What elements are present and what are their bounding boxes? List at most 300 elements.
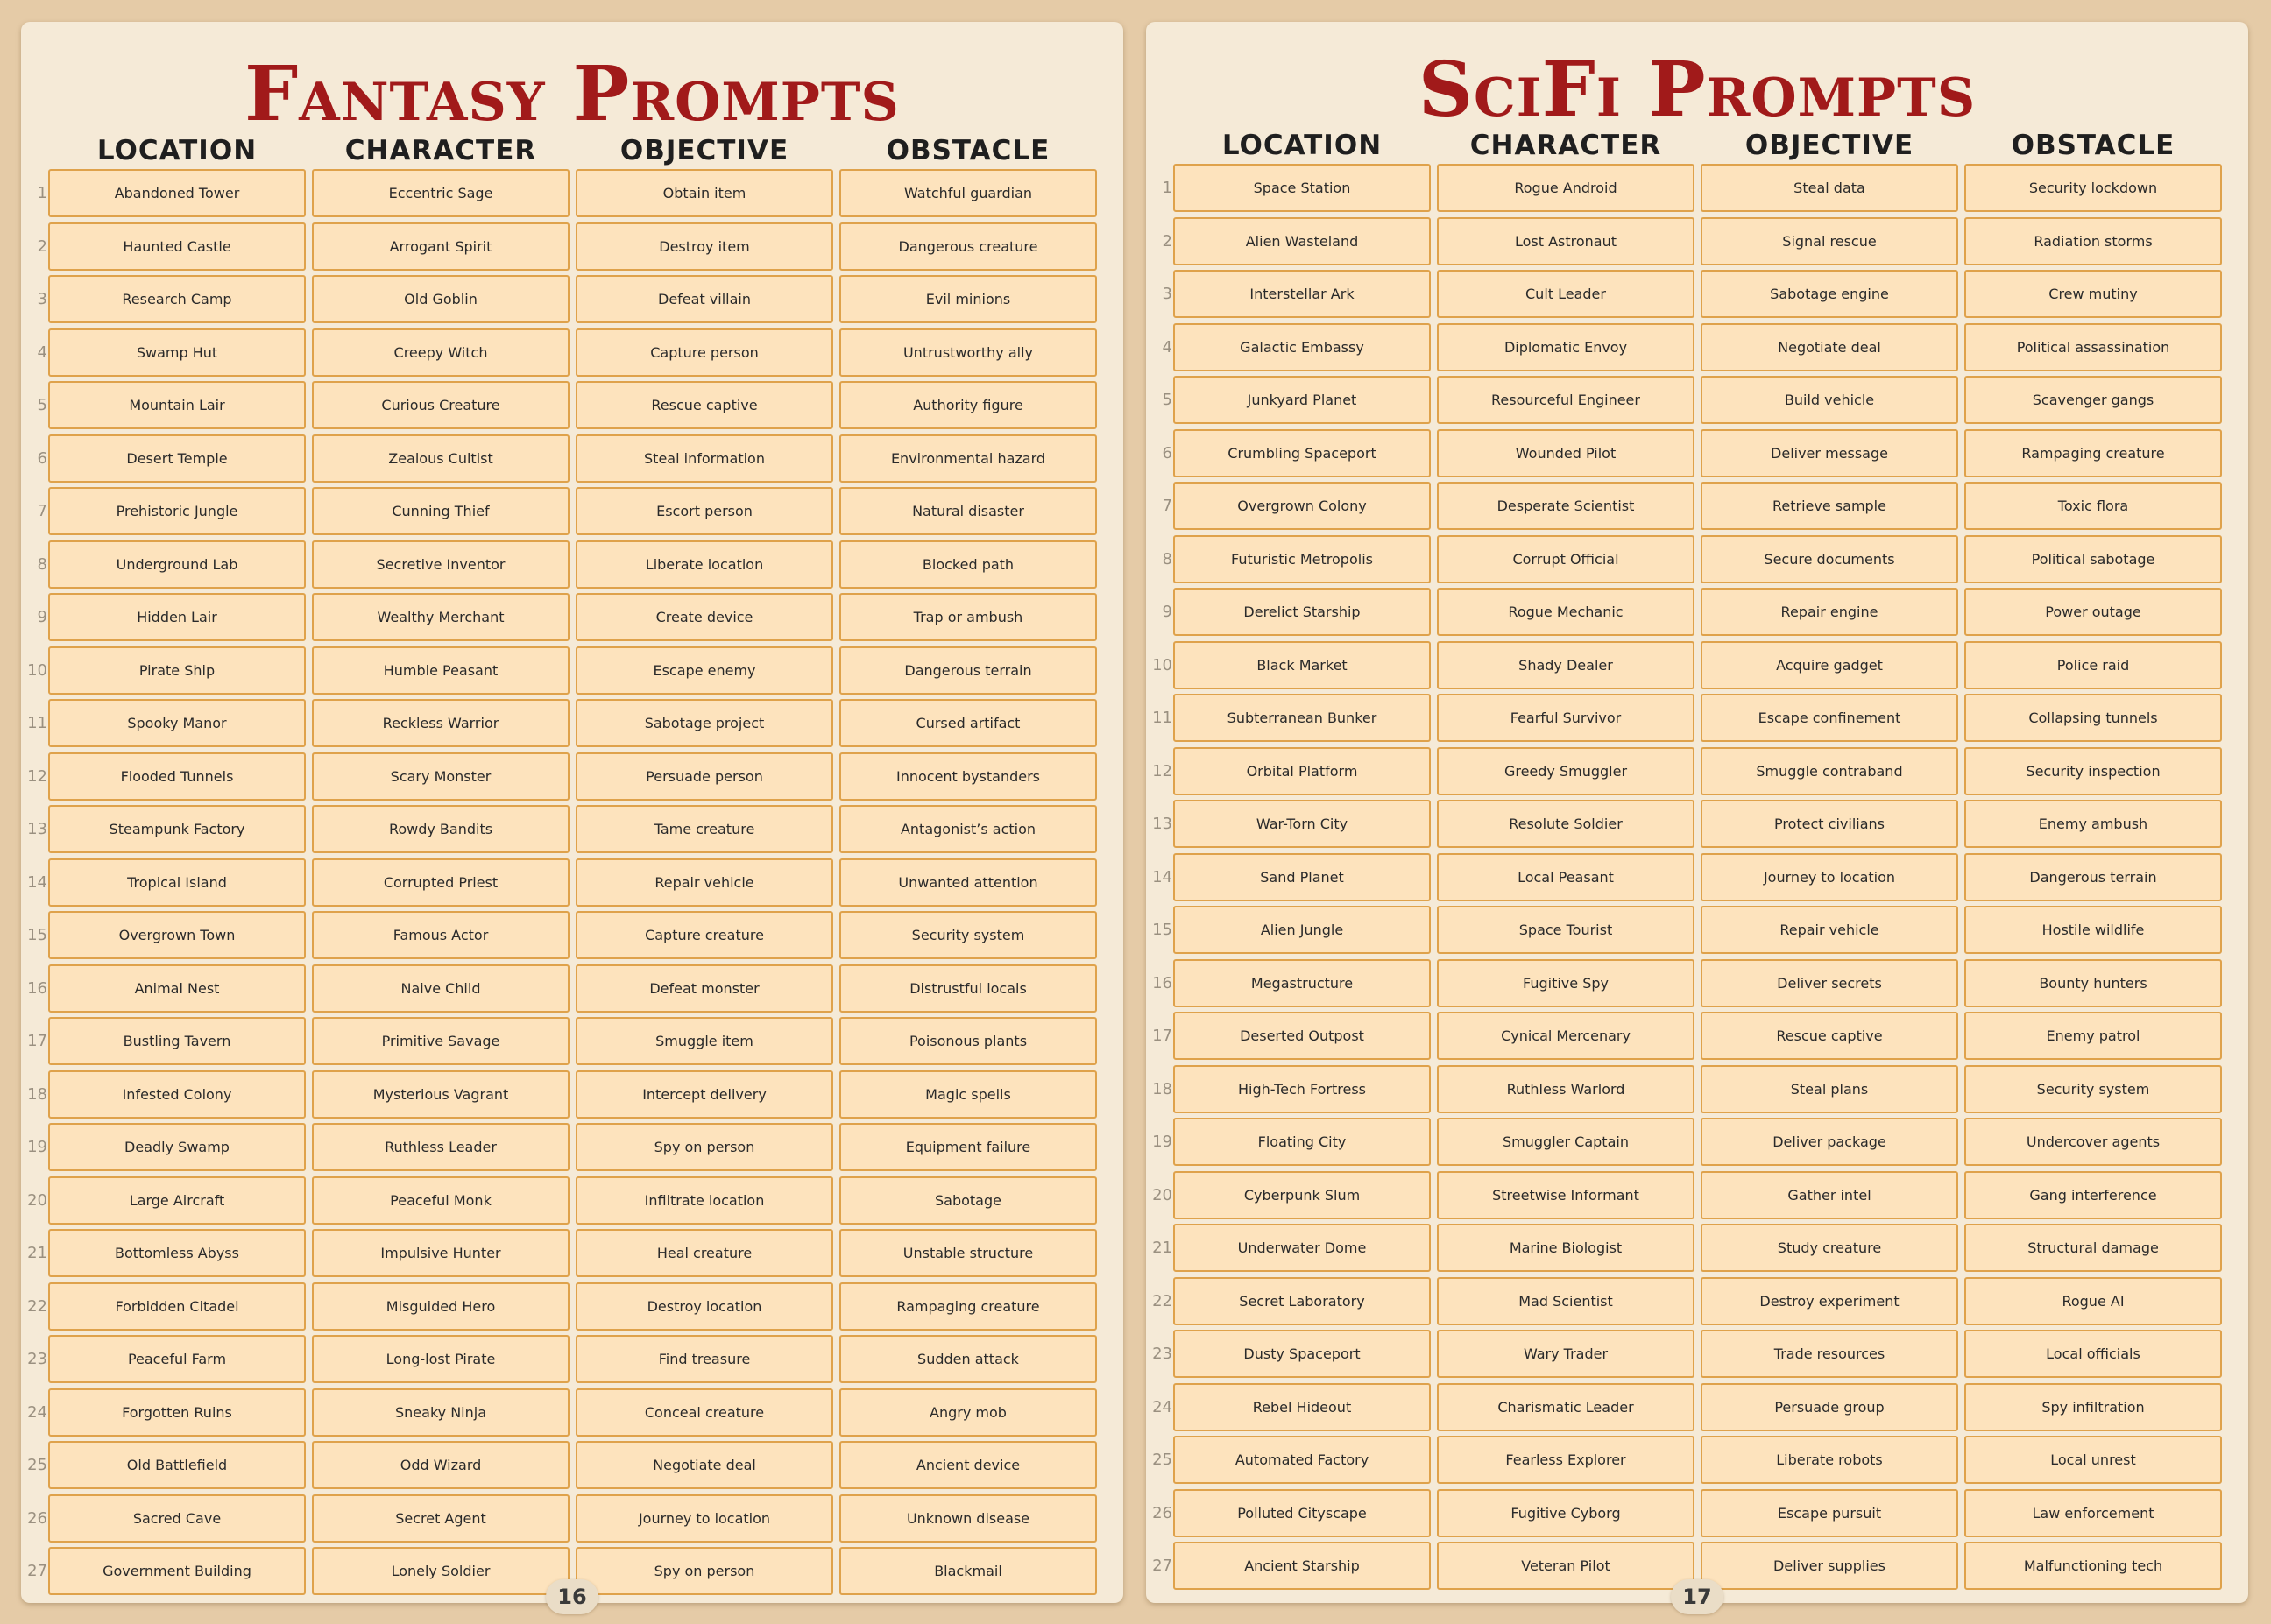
column-header-character: CHARACTER (1469, 130, 1662, 161)
table-row (21, 169, 1123, 217)
row-number: 16 (1152, 973, 1172, 992)
location-cell: Black Market (1173, 641, 1431, 689)
row-number: 17 (1152, 1027, 1172, 1045)
row-number: 12 (1152, 761, 1172, 780)
objective-cell: Spy on person (576, 1547, 833, 1595)
table-row (1146, 1012, 2248, 1060)
row-number: 21 (1152, 1239, 1172, 1257)
location-cell: Swamp Hut (48, 328, 306, 377)
table-row (1146, 1330, 2248, 1378)
character-cell: Famous Actor (312, 911, 570, 959)
location-cell: Spooky Manor (48, 699, 306, 747)
location-cell: Rebel Hideout (1173, 1383, 1431, 1431)
obstacle-cell: Police raid (1964, 641, 2222, 689)
objective-cell: Build vehicle (1701, 376, 1958, 424)
table-row (1146, 641, 2248, 689)
table-row (1146, 959, 2248, 1007)
table-row (1146, 1436, 2248, 1484)
location-cell: Animal Nest (48, 964, 306, 1013)
row-number: 11 (1152, 709, 1172, 727)
obstacle-cell: Political assassination (1964, 323, 2222, 371)
obstacle-cell: Toxic flora (1964, 482, 2222, 530)
character-cell: Odd Wizard (312, 1441, 570, 1489)
character-cell: Shady Dealer (1437, 641, 1694, 689)
objective-cell: Deliver supplies (1701, 1542, 1958, 1590)
objective-cell: Liberate robots (1701, 1436, 1958, 1484)
obstacle-cell: Malfunctioning tech (1964, 1542, 2222, 1590)
row-number: 23 (1152, 1345, 1172, 1363)
obstacle-cell: Security system (1964, 1065, 2222, 1113)
objective-cell: Escort person (576, 487, 833, 535)
row-number: 4 (1162, 337, 1172, 357)
obstacle-cell: Structural damage (1964, 1224, 2222, 1272)
location-cell: Overgrown Town (48, 911, 306, 959)
table-row (1146, 482, 2248, 530)
obstacle-cell: Angry mob (839, 1388, 1097, 1437)
objective-cell: Tame creature (576, 805, 833, 853)
character-cell: Humble Peasant (312, 646, 570, 695)
objective-cell: Repair vehicle (576, 858, 833, 907)
obstacle-cell: Law enforcement (1964, 1489, 2222, 1537)
objective-cell: Steal data (1701, 164, 1958, 212)
location-cell: Automated Factory (1173, 1436, 1431, 1484)
obstacle-cell: Bounty hunters (1964, 959, 2222, 1007)
table-row (21, 1123, 1123, 1171)
location-cell: Secret Laboratory (1173, 1277, 1431, 1325)
row-number: 6 (1162, 443, 1172, 462)
row-number: 14 (27, 872, 47, 892)
objective-cell: Persuade person (576, 752, 833, 801)
character-cell: Cynical Mercenary (1437, 1012, 1694, 1060)
row-number: 16 (27, 978, 47, 998)
location-cell: War-Torn City (1173, 800, 1431, 848)
column-headers (21, 133, 1123, 168)
table-row (21, 1176, 1123, 1225)
row-number: 13 (27, 820, 47, 838)
table-row (1146, 1118, 2248, 1166)
table-row (21, 487, 1123, 535)
obstacle-cell: Authority figure (839, 381, 1097, 429)
objective-cell: Capture creature (576, 911, 833, 959)
row-number: 26 (1152, 1503, 1172, 1522)
row-number: 15 (1152, 921, 1172, 939)
table-row (21, 275, 1123, 323)
row-number: 27 (1152, 1557, 1172, 1575)
objective-cell: Steal information (576, 434, 833, 483)
obstacle-cell: Blocked path (839, 540, 1097, 589)
character-cell: Secret Agent (312, 1494, 570, 1543)
table-row (1146, 164, 2248, 212)
obstacle-cell: Political sabotage (1964, 535, 2222, 583)
objective-cell: Acquire gadget (1701, 641, 1958, 689)
objective-cell: Escape enemy (576, 646, 833, 695)
column-headers (1146, 128, 2248, 163)
location-cell: Alien Jungle (1173, 906, 1431, 954)
obstacle-cell: Local officials (1964, 1330, 2222, 1378)
column-header-location: LOCATION (1221, 130, 1383, 161)
character-cell: Old Goblin (312, 275, 570, 323)
row-number: 21 (27, 1244, 47, 1262)
location-cell: Dusty Spaceport (1173, 1330, 1431, 1378)
obstacle-cell: Rogue AI (1964, 1277, 2222, 1325)
location-cell: Desert Temple (48, 434, 306, 483)
row-number: 17 (27, 1032, 47, 1050)
obstacle-cell: Gang interference (1964, 1171, 2222, 1219)
row-number: 10 (1152, 655, 1172, 674)
obstacle-cell: Sudden attack (839, 1335, 1097, 1383)
table-row (1146, 853, 2248, 901)
table-row (21, 1335, 1123, 1383)
objective-cell: Protect civilians (1701, 800, 1958, 848)
page-title: Fantasy Prompts (244, 50, 900, 138)
location-cell: Infested Colony (48, 1070, 306, 1119)
objective-cell: Smuggle contraband (1701, 747, 1958, 795)
character-cell: Misguided Hero (312, 1282, 570, 1331)
obstacle-cell: Rampaging creature (1964, 429, 2222, 477)
objective-cell: Deliver message (1701, 429, 1958, 477)
row-number: 5 (1162, 391, 1172, 409)
row-number: 19 (27, 1138, 47, 1156)
row-number: 20 (27, 1190, 47, 1210)
obstacle-cell: Untrustworthy ally (839, 328, 1097, 377)
location-cell: Forgotten Ruins (48, 1388, 306, 1437)
obstacle-cell: Sabotage (839, 1176, 1097, 1225)
table-row (21, 1282, 1123, 1331)
character-cell: Marine Biologist (1437, 1224, 1694, 1272)
page-title: SciFi Prompts (1418, 46, 1977, 134)
character-cell: Curious Creature (312, 381, 570, 429)
row-number: 9 (37, 608, 47, 626)
objective-cell: Deliver package (1701, 1118, 1958, 1166)
character-cell: Mysterious Vagrant (312, 1070, 570, 1119)
character-cell: Local Peasant (1437, 853, 1694, 901)
obstacle-cell: Hostile wildlife (1964, 906, 2222, 954)
objective-cell: Deliver secrets (1701, 959, 1958, 1007)
location-cell: Polluted Cityscape (1173, 1489, 1431, 1537)
table-row (21, 1017, 1123, 1065)
obstacle-cell: Security inspection (1964, 747, 2222, 795)
row-number: 24 (1152, 1397, 1172, 1416)
obstacle-cell: Undercover agents (1964, 1118, 2222, 1166)
objective-cell: Sabotage engine (1701, 270, 1958, 318)
objective-cell: Secure documents (1701, 535, 1958, 583)
column-header-objective: OBJECTIVE (1744, 130, 1914, 161)
row-number: 18 (1152, 1079, 1172, 1098)
objective-cell: Repair engine (1701, 588, 1958, 636)
location-cell: Underwater Dome (1173, 1224, 1431, 1272)
location-cell: Peaceful Farm (48, 1335, 306, 1383)
objective-cell: Journey to location (1701, 853, 1958, 901)
character-cell: Scary Monster (312, 752, 570, 801)
objective-cell: Create device (576, 593, 833, 641)
location-cell: Underground Lab (48, 540, 306, 589)
row-number: 18 (27, 1084, 47, 1104)
table-row (1146, 747, 2248, 795)
obstacle-cell: Trap or ambush (839, 593, 1097, 641)
character-cell: Fugitive Spy (1437, 959, 1694, 1007)
table-row (21, 381, 1123, 429)
column-header-location: LOCATION (96, 135, 258, 166)
row-number: 23 (27, 1350, 47, 1368)
location-cell: Hidden Lair (48, 593, 306, 641)
obstacle-cell: Unwanted attention (839, 858, 1097, 907)
objective-cell: Escape confinement (1701, 694, 1958, 742)
obstacle-cell: Environmental hazard (839, 434, 1097, 483)
row-number: 3 (1162, 285, 1172, 303)
location-cell: Overgrown Colony (1173, 482, 1431, 530)
table-row (21, 1494, 1123, 1543)
obstacle-cell: Unknown disease (839, 1494, 1097, 1543)
character-cell: Smuggler Captain (1437, 1118, 1694, 1166)
objective-cell: Conceal creature (576, 1388, 833, 1437)
table-row (21, 699, 1123, 747)
table-row (21, 646, 1123, 695)
objective-cell: Spy on person (576, 1123, 833, 1171)
location-cell: Derelict Starship (1173, 588, 1431, 636)
character-cell: Fugitive Cyborg (1437, 1489, 1694, 1537)
table-row (21, 593, 1123, 641)
objective-cell: Destroy item (576, 222, 833, 271)
location-cell: High-Tech Fortress (1173, 1065, 1431, 1113)
obstacle-cell: Spy infiltration (1964, 1383, 2222, 1431)
character-cell: Secretive Inventor (312, 540, 570, 589)
obstacle-cell: Security lockdown (1964, 164, 2222, 212)
obstacle-cell: Ancient device (839, 1441, 1097, 1489)
objective-cell: Steal plans (1701, 1065, 1958, 1113)
location-cell: Futuristic Metropolis (1173, 535, 1431, 583)
location-cell: Bustling Tavern (48, 1017, 306, 1065)
location-cell: Research Camp (48, 275, 306, 323)
location-cell: Mountain Lair (48, 381, 306, 429)
obstacle-cell: Magic spells (839, 1070, 1097, 1119)
objective-cell: Escape pursuit (1701, 1489, 1958, 1537)
objective-cell: Capture person (576, 328, 833, 377)
objective-cell: Defeat monster (576, 964, 833, 1013)
table-row (1146, 1277, 2248, 1325)
objective-cell: Trade resources (1701, 1330, 1958, 1378)
row-number: 26 (27, 1508, 47, 1528)
objective-cell: Journey to location (576, 1494, 833, 1543)
table-row (21, 964, 1123, 1013)
location-cell: Tropical Island (48, 858, 306, 907)
row-number: 9 (1162, 603, 1172, 621)
table-row (1146, 800, 2248, 848)
character-cell: Greedy Smuggler (1437, 747, 1694, 795)
character-cell: Wary Trader (1437, 1330, 1694, 1378)
character-cell: Impulsive Hunter (312, 1229, 570, 1277)
objective-cell: Find treasure (576, 1335, 833, 1383)
row-number: 20 (1152, 1185, 1172, 1204)
obstacle-cell: Security system (839, 911, 1097, 959)
character-cell: Resolute Soldier (1437, 800, 1694, 848)
character-cell: Creepy Witch (312, 328, 570, 377)
obstacle-cell: Innocent bystanders (839, 752, 1097, 801)
character-cell: Wealthy Merchant (312, 593, 570, 641)
row-number: 5 (37, 396, 47, 414)
row-number: 19 (1152, 1133, 1172, 1151)
objective-cell: Liberate location (576, 540, 833, 589)
location-cell: Junkyard Planet (1173, 376, 1431, 424)
location-cell: Deadly Swamp (48, 1123, 306, 1171)
character-cell: Long-lost Pirate (312, 1335, 570, 1383)
row-number: 15 (27, 926, 47, 944)
objective-cell: Heal creature (576, 1229, 833, 1277)
objective-cell: Signal rescue (1701, 217, 1958, 265)
character-cell: Rogue Android (1437, 164, 1694, 212)
obstacle-cell: Enemy patrol (1964, 1012, 2222, 1060)
objective-cell: Infiltrate location (576, 1176, 833, 1225)
objective-cell: Rescue captive (576, 381, 833, 429)
row-number: 10 (27, 660, 47, 680)
table-row (1146, 1224, 2248, 1272)
location-cell: Old Battlefield (48, 1441, 306, 1489)
location-cell: Pirate Ship (48, 646, 306, 695)
table-row (1146, 270, 2248, 318)
table-row (1146, 323, 2248, 371)
objective-cell: Rescue captive (1701, 1012, 1958, 1060)
character-cell: Zealous Cultist (312, 434, 570, 483)
location-cell: Sacred Cave (48, 1494, 306, 1543)
location-cell: Ancient Starship (1173, 1542, 1431, 1590)
obstacle-cell: Rampaging creature (839, 1282, 1097, 1331)
location-cell: Subterranean Bunker (1173, 694, 1431, 742)
location-cell: Deserted Outpost (1173, 1012, 1431, 1060)
objective-cell: Destroy location (576, 1282, 833, 1331)
obstacle-cell: Cursed artifact (839, 699, 1097, 747)
character-cell: Arrogant Spirit (312, 222, 570, 271)
objective-cell: Smuggle item (576, 1017, 833, 1065)
objective-cell: Negotiate deal (1701, 323, 1958, 371)
location-cell: Galactic Embassy (1173, 323, 1431, 371)
table-row (21, 1441, 1123, 1489)
obstacle-cell: Enemy ambush (1964, 800, 2222, 848)
location-cell: Crumbling Spaceport (1173, 429, 1431, 477)
obstacle-cell: Poisonous plants (839, 1017, 1097, 1065)
objective-cell: Persuade group (1701, 1383, 1958, 1431)
obstacle-cell: Dangerous terrain (839, 646, 1097, 695)
location-cell: Prehistoric Jungle (48, 487, 306, 535)
character-cell: Diplomatic Envoy (1437, 323, 1694, 371)
character-cell: Fearless Explorer (1437, 1436, 1694, 1484)
row-number: 25 (27, 1456, 47, 1474)
column-header-objective: OBJECTIVE (619, 135, 789, 166)
table-row (1146, 588, 2248, 636)
location-cell: Abandoned Tower (48, 169, 306, 217)
objective-cell: Obtain item (576, 169, 833, 217)
obstacle-cell: Dangerous terrain (1964, 853, 2222, 901)
fantasy-page (21, 22, 1123, 1609)
row-number: 8 (1162, 549, 1172, 568)
table-row (21, 911, 1123, 959)
table-row (1146, 906, 2248, 954)
scifi-page (1146, 22, 2248, 1609)
objective-cell: Negotiate deal (576, 1441, 833, 1489)
character-cell: Cult Leader (1437, 270, 1694, 318)
location-cell: Cyberpunk Slum (1173, 1171, 1431, 1219)
table-row (21, 805, 1123, 853)
objective-cell: Gather intel (1701, 1171, 1958, 1219)
table-row (1146, 1489, 2248, 1537)
table-row (1146, 376, 2248, 424)
location-cell: Alien Wasteland (1173, 217, 1431, 265)
row-number: 1 (1162, 179, 1172, 197)
row-number: 3 (37, 290, 47, 308)
location-cell: Steampunk Factory (48, 805, 306, 853)
objective-cell: Intercept delivery (576, 1070, 833, 1119)
character-cell: Ruthless Warlord (1437, 1065, 1694, 1113)
location-cell: Orbital Platform (1173, 747, 1431, 795)
character-cell: Fearful Survivor (1437, 694, 1694, 742)
objective-cell: Retrieve sample (1701, 482, 1958, 530)
row-number: 12 (27, 766, 47, 786)
character-cell: Resourceful Engineer (1437, 376, 1694, 424)
table-row (1146, 217, 2248, 265)
obstacle-cell: Blackmail (839, 1547, 1097, 1595)
objective-cell: Defeat villain (576, 275, 833, 323)
character-cell: Rogue Mechanic (1437, 588, 1694, 636)
character-cell: Desperate Scientist (1437, 482, 1694, 530)
row-number: 27 (27, 1562, 47, 1580)
table-row (1146, 535, 2248, 583)
objective-cell: Study creature (1701, 1224, 1958, 1272)
character-cell: Peaceful Monk (312, 1176, 570, 1225)
obstacle-cell: Local unrest (1964, 1436, 2222, 1484)
column-header-obstacle: OBSTACLE (886, 135, 1051, 166)
location-cell: Forbidden Citadel (48, 1282, 306, 1331)
character-cell: Charismatic Leader (1437, 1383, 1694, 1431)
table-row (21, 328, 1123, 377)
location-cell: Megastructure (1173, 959, 1431, 1007)
table-row (1146, 1383, 2248, 1431)
character-cell: Primitive Savage (312, 1017, 570, 1065)
character-cell: Reckless Warrior (312, 699, 570, 747)
objective-cell: Destroy experiment (1701, 1277, 1958, 1325)
location-cell: Large Aircraft (48, 1176, 306, 1225)
location-cell: Interstellar Ark (1173, 270, 1431, 318)
table-row (21, 1229, 1123, 1277)
table-row (1146, 429, 2248, 477)
character-cell: Eccentric Sage (312, 169, 570, 217)
obstacle-cell: Natural disaster (839, 487, 1097, 535)
column-header-obstacle: OBSTACLE (2011, 130, 2175, 161)
objective-cell: Sabotage project (576, 699, 833, 747)
table-row (1146, 1065, 2248, 1113)
table-row (21, 540, 1123, 589)
table-row (21, 434, 1123, 483)
obstacle-cell: Radiation storms (1964, 217, 2222, 265)
obstacle-cell: Unstable structure (839, 1229, 1097, 1277)
character-cell: Lonely Soldier (312, 1547, 570, 1595)
character-cell: Naive Child (312, 964, 570, 1013)
location-cell: Floating City (1173, 1118, 1431, 1166)
page-number: 17 (1671, 1579, 1723, 1614)
location-cell: Government Building (48, 1547, 306, 1595)
character-cell: Ruthless Leader (312, 1123, 570, 1171)
obstacle-cell: Evil minions (839, 275, 1097, 323)
objective-cell: Repair vehicle (1701, 906, 1958, 954)
row-number: 24 (27, 1402, 47, 1422)
row-number: 2 (1162, 231, 1172, 251)
row-number: 7 (37, 502, 47, 520)
character-cell: Streetwise Informant (1437, 1171, 1694, 1219)
obstacle-cell: Scavenger gangs (1964, 376, 2222, 424)
row-number: 8 (37, 554, 47, 574)
character-cell: Veteran Pilot (1437, 1542, 1694, 1590)
character-cell: Corrupt Official (1437, 535, 1694, 583)
location-cell: Haunted Castle (48, 222, 306, 271)
table-row (21, 858, 1123, 907)
location-cell: Flooded Tunnels (48, 752, 306, 801)
